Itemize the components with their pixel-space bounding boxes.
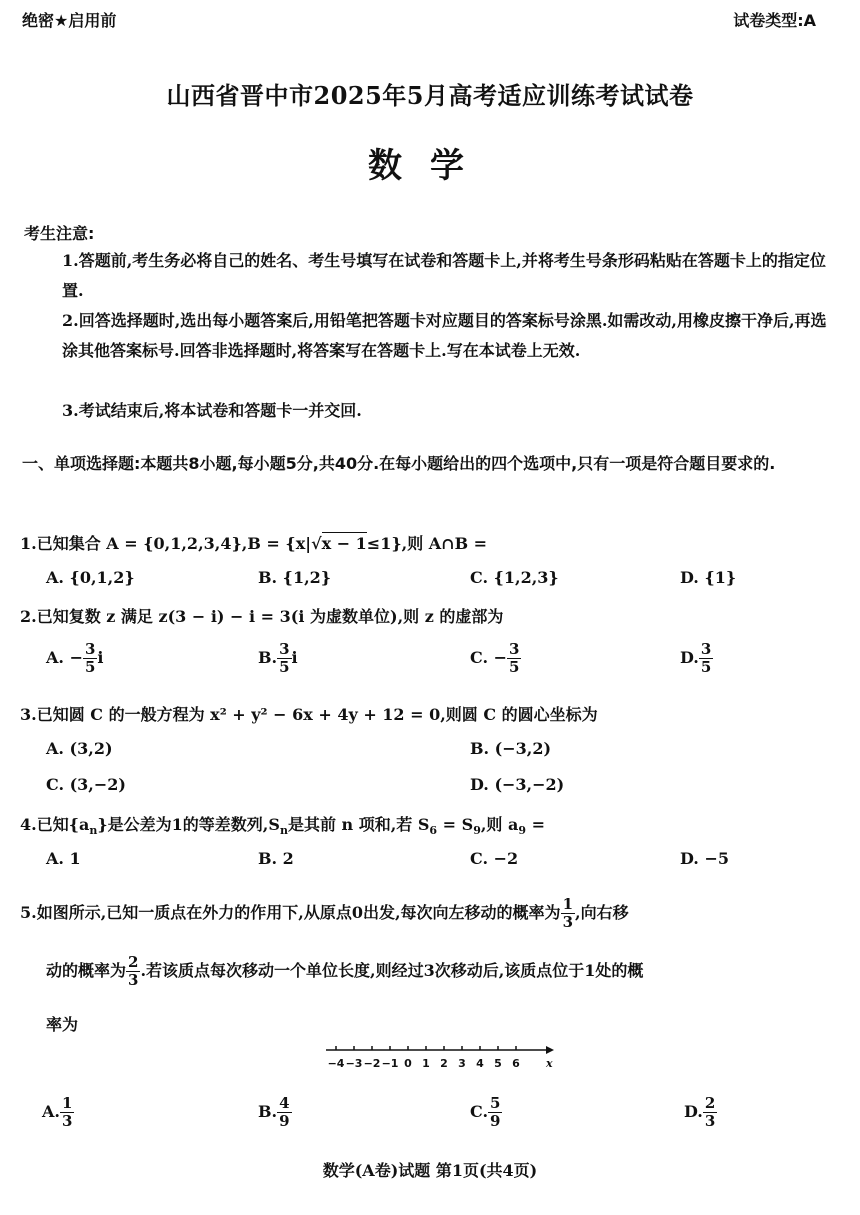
question-5-line-1: 5.如图所示,已知一质点在外力的作用下,从原点0出发,每次向左移动的概率为 $\frac{1}{3}$ ,向右移: [20, 895, 629, 931]
q2-b-fraction: $\frac{3}{5}$: [279, 640, 290, 676]
exam-title: 山西省晋中市2025年5月高考适应训练考试试卷: [166, 81, 694, 110]
q1-option-a: A. {0,1,2}: [46, 568, 135, 587]
q3-option-d: D. (−3,−2): [470, 775, 565, 794]
q3-option-a: A. (3,2): [46, 739, 113, 758]
q2-c-fraction: $\frac{3}{5}$: [509, 640, 520, 676]
question-3: 3.已知圆 C 的一般方程为 x² + y² − 6x + 4y + 12 = 0,则圆 C 的圆心坐标为: [20, 705, 598, 724]
notice-item-2: 2.回答选择题时,选出每小题答案后,用铅笔把答题卡对应题目的答案标号涂黑.如需改动,用橡皮擦干净后,再选涂其他答案标号.回答非选择题时,将答案写在答题卡上.写在本试卷上无效.: [62, 311, 827, 360]
question-2: 2.已知复数 z 满足 z(3 − i) − i = 3(i 为虚数单位),则 z 的虚部为: [20, 607, 504, 626]
q1-option-b: B. {1,2}: [258, 568, 332, 587]
axis-tick-label: 2: [440, 1057, 448, 1070]
q1-radicand: x − 1: [321, 534, 367, 553]
q3-option-c: C. (3,−2): [46, 775, 126, 794]
confidential-mark: 绝密★启用前: [22, 11, 117, 30]
q5-option-d: D. $\frac{2}{3}$: [684, 1094, 716, 1130]
q4-option-a: A. 1: [46, 849, 81, 868]
axis-tick-label: −3: [345, 1057, 363, 1070]
question-5-line-3: 率为: [46, 1015, 79, 1034]
q1-number: 1.: [20, 534, 37, 553]
axis-tick-label: −4: [327, 1057, 345, 1070]
q2-option-b: B. $\frac{3}{5}$ i: [258, 640, 298, 676]
axis-arrow-icon: [546, 1046, 554, 1054]
subject-title: 数学: [368, 146, 492, 186]
notice-heading: 考生注意:: [24, 224, 95, 243]
q5-option-c: C. $\frac{5}{9}$: [470, 1094, 501, 1130]
q4-option-b: B. 2: [258, 849, 294, 868]
q1-option-d: D. {1}: [680, 568, 737, 587]
q5-option-a: A. $\frac{1}{3}$: [42, 1094, 73, 1130]
notice-item-3: 3.考试结束后,将本试卷和答题卡一并交回.: [62, 401, 362, 420]
number-line-figure: [320, 1038, 560, 1074]
axis-tick-label: −2: [363, 1057, 381, 1070]
question-5-line-2: 动的概率为 $\frac{2}{3}$ .若该质点每次移动一个单位长度,则经过3次移动后,该质点位于1处的概: [46, 953, 644, 989]
section-1-heading: 一、单项选择题:本题共8小题,每小题5分,共40分.在每小题给出的四个选项中,只有一项是符合题目要求的.: [22, 454, 776, 473]
question-4: 4.已知$\{a_n\}$是公差为1的等差数列$,S_n$是其前 n 项和,若 $S_6 = S_9$,则 $a_9$ =: [20, 815, 545, 838]
q5-right-probability: $\frac{2}{3}$: [128, 953, 139, 989]
axis-tick-label: −1: [381, 1057, 399, 1070]
question-1: 1.已知集合 A = {0,1,2,3,4},B = {x|√x − 1≤1},则 A∩B =: [20, 534, 488, 553]
q2-d-fraction: $\frac{3}{5}$: [700, 640, 712, 676]
paper-type: 试卷类型:A: [733, 11, 816, 30]
q4-option-c: C. −2: [470, 849, 519, 868]
axis-tick-label: 3: [458, 1057, 466, 1070]
axis-tick-label: 0: [404, 1057, 412, 1070]
q1-text-a: 已知集合 A = {0,1,2,3,4},B = {x|: [36, 534, 312, 553]
q2-option-d: D. $\frac{3}{5}$: [680, 640, 712, 676]
q2-option-a: A. − $\frac{3}{5}$ i: [46, 640, 104, 676]
axis-tick-label: 5: [494, 1057, 502, 1070]
q5-left-probability: $\frac{1}{3}$: [562, 895, 573, 931]
q1-option-c: C. {1,2,3}: [470, 568, 559, 587]
axis-tick-label: 4: [476, 1057, 484, 1070]
q2-a-fraction: $\frac{3}{5}$: [84, 640, 96, 676]
q4-option-d: D. −5: [680, 849, 729, 868]
q1-text-b: ≤1},则 A∩B =: [366, 534, 488, 553]
q2-option-c: C. − $\frac{3}{5}$: [470, 640, 520, 676]
q5-option-b: B. $\frac{4}{9}$: [258, 1094, 290, 1130]
notice-item-1: 1.答题前,考生务必将自己的姓名、考生号填写在试卷和答题卡上,并将考生号条形码粘贴在答题卡上的指定位置.: [62, 251, 826, 300]
q3-option-b: B. (−3,2): [470, 739, 552, 758]
axis-tick-label: 1: [422, 1057, 430, 1070]
page-footer: 数学(A卷)试题 第1页(共4页): [322, 1161, 538, 1180]
axis-label-x: x: [546, 1057, 553, 1070]
axis-tick-label: 6: [512, 1057, 520, 1070]
